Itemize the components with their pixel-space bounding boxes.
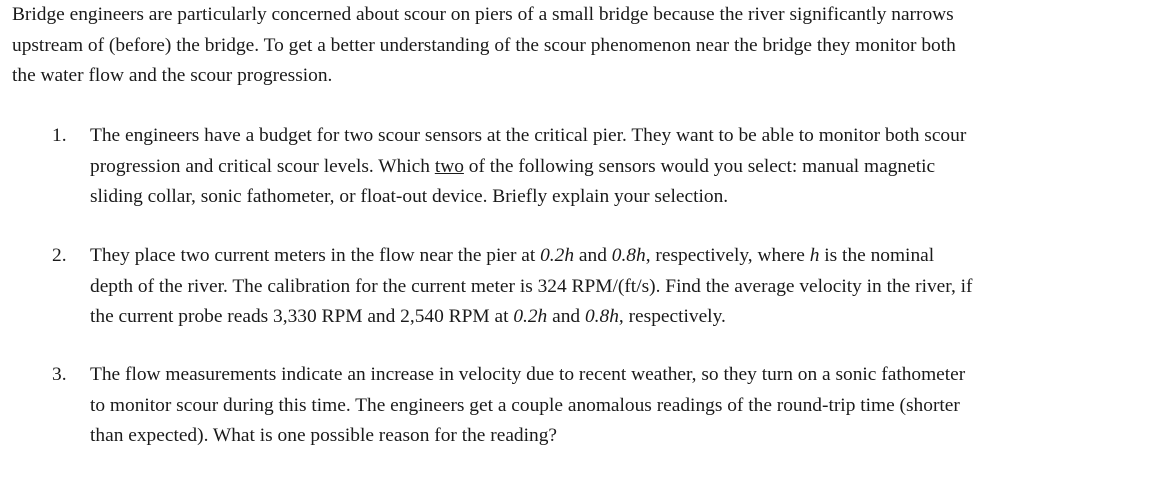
text-run: They place two current meters in the flow near the pier at	[90, 245, 541, 266]
math-term: 0.2h	[513, 306, 548, 327]
intro-paragraph	[12, 0, 1152, 92]
question-line: sliding collar, sonic fathometer, or float-out device. Briefly explain your selection.	[90, 186, 729, 207]
question-line	[90, 152, 1150, 183]
question-line	[90, 302, 1150, 333]
intro-line: Bridge engineers are particularly concerned about scour on piers of a small bridge because the river significantly narrows	[12, 4, 954, 25]
question-text	[90, 241, 1150, 333]
question-line: The engineers have a budget for two scour sensors at the critical pier. They want to be able to monitor both scour	[90, 125, 967, 146]
text-run: , respectively.	[618, 306, 726, 327]
text-run: is the nominal	[819, 245, 935, 266]
text-run: of the following sensors would you select: manual magnetic	[463, 155, 936, 177]
question-text	[90, 360, 1150, 452]
math-term: 0.8h	[611, 245, 646, 266]
question-line: to monitor scour during this time. The engineers get a couple anomalous readings of the round-trip time (shorter	[90, 394, 960, 416]
question-number: 3.	[52, 364, 67, 385]
math-term: 0.2h	[540, 245, 575, 266]
text-run: and	[574, 245, 612, 266]
question-line: depth of the river. The calibration for the current meter is 324 RPM/(ft/s). Find the average velocity in the river, if	[90, 275, 973, 297]
text-run: and	[547, 306, 585, 327]
math-term: 0.8h	[584, 306, 619, 327]
underlined-word: two	[434, 155, 464, 177]
intro-line: the water flow and the scour progression.	[12, 65, 333, 86]
text-run: the current probe reads 3,330 RPM and 2,540 RPM at	[90, 306, 514, 327]
question-number: 1.	[52, 125, 67, 146]
text-run: progression and critical scour levels. Which	[90, 155, 435, 177]
math-term: h	[809, 245, 820, 266]
question-line: than expected). What is one possible reason for the reading?	[90, 425, 558, 446]
text-run: , respectively, where	[645, 245, 810, 266]
question-text	[90, 121, 1150, 213]
intro-line: upstream of (before) the bridge. To get a better understanding of the scour phenomenon near the bridge they monitor both	[12, 34, 956, 56]
question-number: 2.	[52, 245, 67, 266]
question-line	[90, 241, 1150, 272]
question-line: The flow measurements indicate an increase in velocity due to recent weather, so they turn on a sonic fathometer	[90, 364, 966, 385]
